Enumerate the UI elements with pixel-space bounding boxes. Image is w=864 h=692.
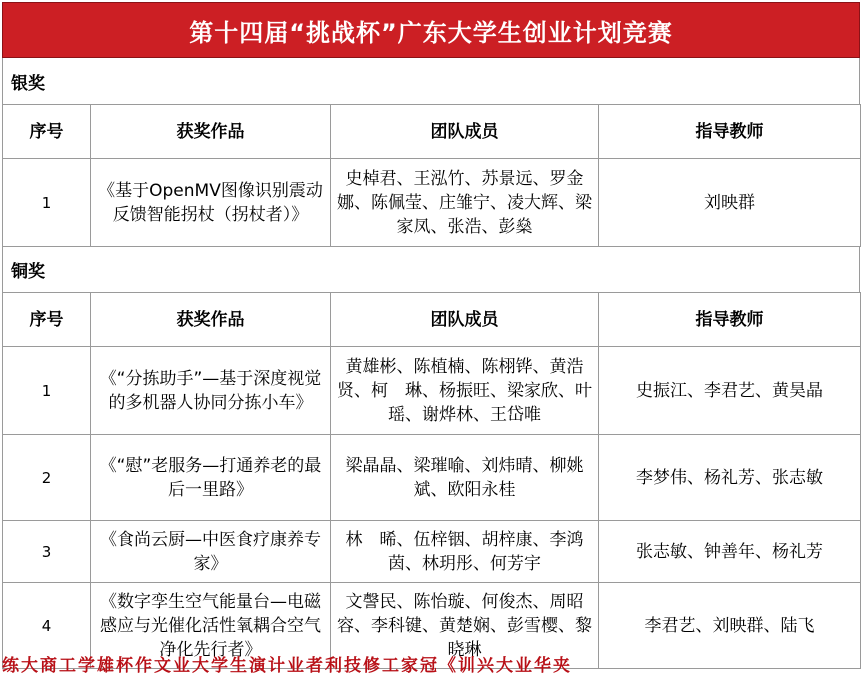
table-row bbox=[3, 347, 861, 435]
row-advisor: 史振江、李君艺、黄昊晶 bbox=[599, 347, 861, 435]
row-work: 《数字孪生空气能量台—电磁感应与光催化活性氧耦合空气净化先行者》 bbox=[91, 583, 331, 669]
row-members: 文謦民、陈怡璇、何俊杰、周昭容、李科键、黄楚娴、彭雪樱、黎晓琳 bbox=[331, 583, 599, 669]
row-work: 《“分拣助手”—基于深度视觉的多机器人协同分拣小车》 bbox=[91, 347, 331, 435]
header-work: 获奖作品 bbox=[91, 105, 331, 159]
header-members: 团队成员 bbox=[331, 293, 599, 347]
silver-award-table bbox=[2, 104, 861, 247]
row-work: 《基于OpenMV图像识别震动反馈智能拐杖（拐杖者）》 bbox=[91, 159, 331, 247]
row-work: 《食尚云厨—中医食疗康养专家》 bbox=[91, 521, 331, 583]
table-row bbox=[3, 521, 861, 583]
row-advisor: 刘映群 bbox=[599, 159, 861, 247]
row-members: 林 晞、伍梓铟、胡梓康、李鸿茵、林玥彤、何芳宇 bbox=[331, 521, 599, 583]
row-work: 《“慰”老服务—打通养老的最后一里路》 bbox=[91, 435, 331, 521]
row-index: 4 bbox=[3, 583, 91, 669]
table-row bbox=[3, 435, 861, 521]
table-row bbox=[3, 159, 861, 247]
header-members: 团队成员 bbox=[331, 105, 599, 159]
bronze-award-table bbox=[2, 292, 861, 669]
header-advisor: 指导教师 bbox=[599, 105, 861, 159]
header-work: 获奖作品 bbox=[91, 293, 331, 347]
row-advisor: 李梦伟、杨礼芳、张志敏 bbox=[599, 435, 861, 521]
row-advisor: 张志敏、钟善年、杨礼芳 bbox=[599, 521, 861, 583]
row-members: 梁晶晶、梁璀喻、刘炜晴、柳姚斌、欧阳永桂 bbox=[331, 435, 599, 521]
silver-award-label: 银奖 bbox=[2, 58, 860, 104]
table-header-row bbox=[3, 293, 861, 347]
header-index: 序号 bbox=[3, 293, 91, 347]
table-header-row bbox=[3, 105, 861, 159]
row-index: 1 bbox=[3, 159, 91, 247]
bronze-award-label: 铜奖 bbox=[2, 246, 860, 292]
cropped-footer-text bbox=[2, 656, 860, 677]
row-index: 2 bbox=[3, 435, 91, 521]
row-members: 史棹君、王泓竹、苏景远、罗金娜、陈佩莹、庄雏宁、凌大辉、梁家凤、张浩、彭燊 bbox=[331, 159, 599, 247]
cropped-footer-fragment: 练大商工学雄杯作文业大学生演计业者利技修工家冠《训兴大业华夹 bbox=[2, 656, 572, 676]
row-members: 黄雄彬、陈植楠、陈栩铧、黄浩贤、柯 琳、杨振旺、梁家欣、叶 瑶、谢烨林、王岱唯 bbox=[331, 347, 599, 435]
page-title: 第十四届“挑战杯”广东大学生创业计划竞赛 bbox=[2, 2, 860, 58]
header-index: 序号 bbox=[3, 105, 91, 159]
row-index: 1 bbox=[3, 347, 91, 435]
header-advisor: 指导教师 bbox=[599, 293, 861, 347]
row-advisor: 李君艺、刘映群、陆飞 bbox=[599, 583, 861, 669]
row-index: 3 bbox=[3, 521, 91, 583]
